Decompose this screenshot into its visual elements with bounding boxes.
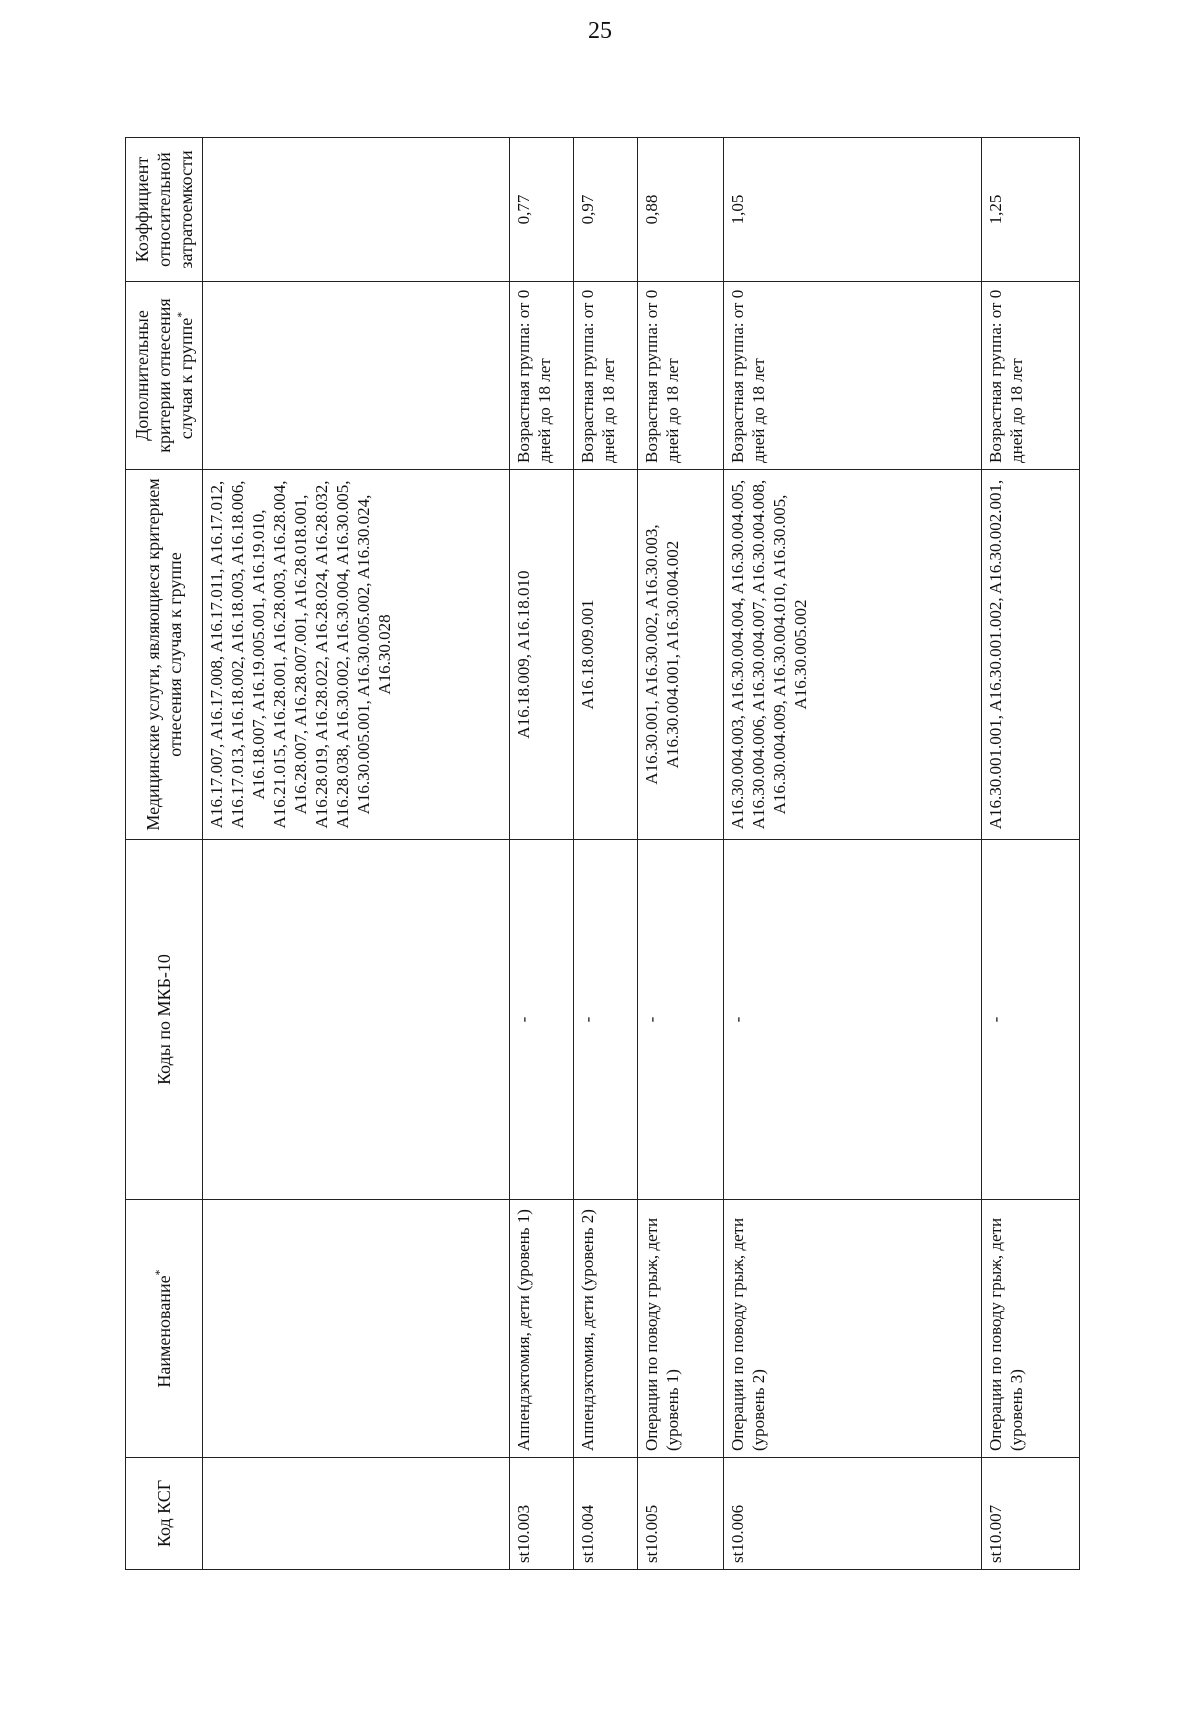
ksg-table bbox=[125, 137, 1080, 1570]
cell-mkb: - bbox=[981, 840, 1079, 1200]
header-name-text: Наименование bbox=[154, 1275, 174, 1388]
table-row bbox=[637, 138, 723, 1570]
cell-code: st10.005 bbox=[637, 1458, 723, 1570]
cell-mkb: - bbox=[723, 840, 981, 1200]
cell-coef: 0,88 bbox=[637, 138, 723, 282]
cell-mkb: - bbox=[510, 840, 574, 1200]
cell-name: Операции по поводу грыж, дети (уровень 2) bbox=[723, 1200, 981, 1458]
cell-services: A16.18.009, A16.18.010 bbox=[510, 470, 574, 840]
cell-name bbox=[203, 1200, 510, 1458]
cell-criteria: Возрастная группа: от 0 дней до 18 лет bbox=[573, 282, 637, 470]
cell-coef: 0,77 bbox=[510, 138, 574, 282]
cell-services: A16.17.007, A16.17.008, A16.17.011, A16.17.012, A16.17.013, A16.18.002, A16.18.003, A16.18.006, A16.18.007, A16.19.005.001, A16.19.010, A16.21.015, A16.28.001, A16.28.003, A16.28.004, A16.28.007, A16.28.007.001, A16.28.018.001, A16.28.019, A16.28.022, A16.28.024, A16.28.032, A16.28.038, A16.30.002, A16.30.004, A16.30.005, A16.30.005.001, A16.30.005.002, A16.30.024, A16.30.028 bbox=[203, 470, 510, 840]
page-number: 25 bbox=[588, 18, 612, 44]
header-name-footnote: * bbox=[152, 1269, 166, 1276]
cell-code: st10.003 bbox=[510, 1458, 574, 1570]
cell-services: A16.30.001, A16.30.002, A16.30.003, A16.30.004.001, A16.30.004.002 bbox=[637, 470, 723, 840]
cell-code: st10.006 bbox=[723, 1458, 981, 1570]
header-criteria-text: Дополнительные критерии отнесения случая к группе bbox=[132, 298, 196, 453]
cell-services: A16.30.004.003, A16.30.004.004, A16.30.004.005, A16.30.004.006, A16.30.004.007, A16.30.004.008, A16.30.004.009, A16.30.004.010, A16.30.005, A16.30.005.002 bbox=[723, 470, 981, 840]
table-row bbox=[723, 138, 981, 1570]
cell-code bbox=[203, 1458, 510, 1570]
header-coef: Коэффициент относительной затратоемкости bbox=[126, 138, 203, 282]
cell-coef: 1,25 bbox=[981, 138, 1079, 282]
header-code: Код КСГ bbox=[126, 1458, 203, 1570]
cell-name: Операции по поводу грыж, дети (уровень 3) bbox=[981, 1200, 1079, 1458]
table-row-continuation bbox=[203, 138, 510, 1570]
cell-coef: 1,05 bbox=[723, 138, 981, 282]
cell-criteria bbox=[203, 282, 510, 470]
cell-coef: 0,97 bbox=[573, 138, 637, 282]
cell-mkb: - bbox=[573, 840, 637, 1200]
table-header-row bbox=[126, 138, 203, 1570]
cell-code: st10.007 bbox=[981, 1458, 1079, 1570]
header-services: Медицинские услуги, являющиеся критерием отнесения случая к группе bbox=[126, 470, 203, 840]
header-criteria bbox=[126, 282, 203, 470]
header-mkb: Коды по МКБ-10 bbox=[126, 840, 203, 1200]
cell-criteria: Возрастная группа: от 0 дней до 18 лет bbox=[637, 282, 723, 470]
cell-name: Аппендэктомия, дети (уровень 2) bbox=[573, 1200, 637, 1458]
cell-coef bbox=[203, 138, 510, 282]
cell-services: A16.30.001.001, A16.30.001.002, A16.30.002.001, bbox=[981, 470, 1079, 840]
table-row bbox=[510, 138, 574, 1570]
rotated-table-wrapper bbox=[125, 138, 1080, 1570]
header-name bbox=[126, 1200, 203, 1458]
cell-name: Операции по поводу грыж, дети (уровень 1) bbox=[637, 1200, 723, 1458]
table-row bbox=[573, 138, 637, 1570]
cell-mkb: - bbox=[637, 840, 723, 1200]
cell-code: st10.004 bbox=[573, 1458, 637, 1570]
cell-criteria: Возрастная группа: от 0 дней до 18 лет bbox=[981, 282, 1079, 470]
cell-services: A16.18.009.001 bbox=[573, 470, 637, 840]
cell-name: Аппендэктомия, дети (уровень 1) bbox=[510, 1200, 574, 1458]
cell-criteria: Возрастная группа: от 0 дней до 18 лет bbox=[723, 282, 981, 470]
header-criteria-footnote: * bbox=[174, 311, 188, 318]
table-row bbox=[981, 138, 1079, 1570]
cell-criteria: Возрастная группа: от 0 дней до 18 лет bbox=[510, 282, 574, 470]
cell-mkb bbox=[203, 840, 510, 1200]
